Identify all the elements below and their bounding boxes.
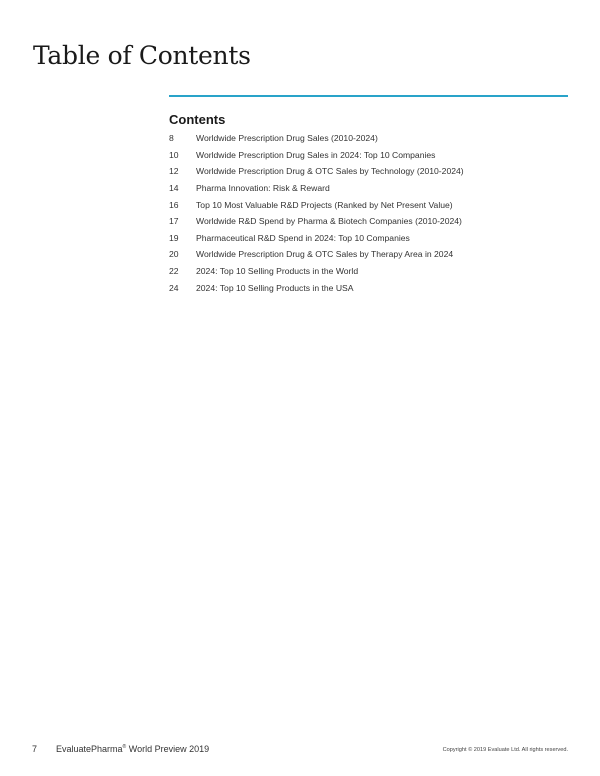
accent-divider bbox=[169, 95, 568, 97]
toc-page-number: 14 bbox=[169, 183, 179, 194]
toc-entry-title: Top 10 Most Valuable R&D Projects (Ranked by Net Present Value) bbox=[196, 199, 453, 210]
toc-list bbox=[169, 130, 569, 296]
page-title: Table of Contents bbox=[33, 40, 251, 70]
toc-entry-title: 2024: Top 10 Selling Products in the World bbox=[196, 266, 359, 277]
toc-entry[interactable] bbox=[169, 163, 569, 180]
toc-entry-title: Worldwide Prescription Drug & OTC Sales by Technology (2010-2024) bbox=[196, 166, 464, 177]
toc-entry[interactable] bbox=[169, 196, 569, 213]
toc-entry-title: Worldwide Prescription Drug Sales in 2024: Top 10 Companies bbox=[196, 149, 436, 160]
footer-brand: EvaluatePharma bbox=[56, 744, 123, 754]
toc-page-number: 12 bbox=[169, 166, 179, 177]
footer-publication-name: World Preview 2019 bbox=[126, 744, 210, 754]
toc-page-number: 16 bbox=[169, 199, 179, 210]
trademark-mark: ® bbox=[122, 744, 127, 750]
toc-entry[interactable] bbox=[169, 279, 569, 296]
toc-entry-title: Pharma Innovation: Risk & Reward bbox=[196, 183, 330, 194]
toc-entry[interactable] bbox=[169, 180, 569, 197]
toc-entry[interactable] bbox=[169, 263, 569, 280]
footer-page-number: 7 bbox=[32, 744, 38, 754]
toc-entry[interactable] bbox=[169, 213, 569, 230]
toc-page-number: 10 bbox=[169, 149, 179, 160]
footer-copyright: Copyright © 2019 Evaluate Ltd. All rights reserved. bbox=[442, 747, 568, 753]
toc-entry-title: Worldwide R&D Spend by Pharma & Biotech Companies (2010-2024) bbox=[196, 216, 462, 227]
toc-page-number: 20 bbox=[169, 249, 179, 260]
contents-heading: Contents bbox=[169, 112, 226, 127]
toc-page-number: 17 bbox=[169, 216, 179, 227]
toc-entry-title: 2024: Top 10 Selling Products in the USA bbox=[196, 282, 354, 293]
toc-entry[interactable] bbox=[169, 130, 569, 147]
footer-publication-title bbox=[56, 744, 209, 754]
toc-entry-title: Pharmaceutical R&D Spend in 2024: Top 10 Companies bbox=[196, 232, 410, 243]
toc-entry[interactable] bbox=[169, 147, 569, 164]
toc-page-number: 8 bbox=[169, 133, 174, 144]
toc-entry[interactable] bbox=[169, 230, 569, 247]
toc-entry-title: Worldwide Prescription Drug & OTC Sales by Therapy Area in 2024 bbox=[196, 249, 454, 260]
toc-entry-title: Worldwide Prescription Drug Sales (2010-2024) bbox=[196, 133, 378, 144]
toc-entry[interactable] bbox=[169, 246, 569, 263]
toc-page-number: 24 bbox=[169, 282, 179, 293]
toc-page-number: 22 bbox=[169, 266, 179, 277]
toc-page-number: 19 bbox=[169, 232, 179, 243]
